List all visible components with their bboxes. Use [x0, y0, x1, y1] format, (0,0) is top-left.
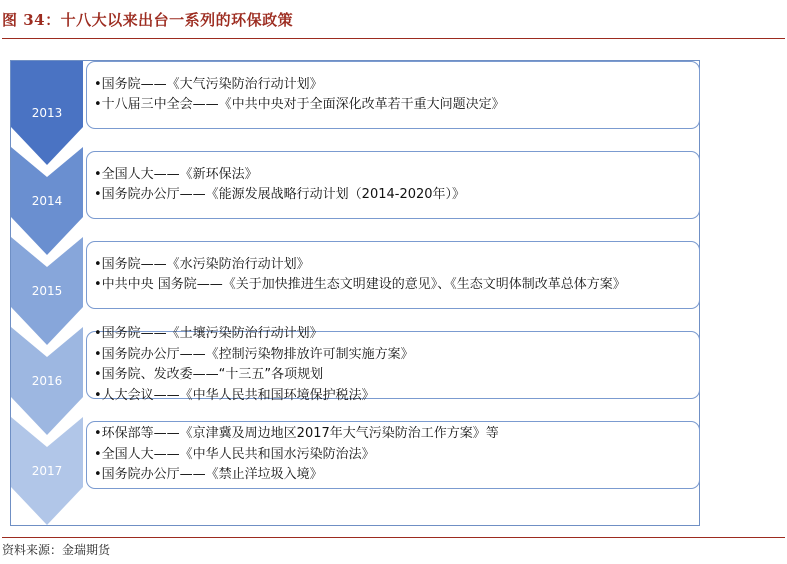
year-label: 2017: [31, 464, 63, 478]
year-label: 2016: [31, 374, 63, 388]
policy-item: •环保部等——《京津冀及周边地区2017年大气污染防治工作方案》等: [94, 426, 499, 442]
policy-item: •国务院办公厅——《禁止洋垃圾入境》: [94, 467, 323, 483]
year-label: 2015: [31, 284, 63, 298]
policy-item: •国务院办公厅——《控制污染物排放许可制实施方案》: [94, 346, 414, 362]
year-label: 2014: [31, 194, 63, 208]
figure-source: 资料来源：金瑞期货: [2, 543, 111, 557]
policy-item: •国务院办公厅——《能源发展战略行动计划（2014-2020年）》: [94, 187, 466, 202]
policy-item: •国务院——《土壤污染防治行动计划》: [94, 326, 323, 341]
policy-item: •国务院、发改委——“十三五”各项规划: [94, 367, 324, 382]
policy-item: •国务院——《水污染防治行动计划》: [94, 256, 310, 272]
policy-item: •国务院——《大气污染防治行动计划》: [94, 76, 323, 92]
policy-list: [94, 75, 505, 116]
policy-list: [94, 324, 414, 406]
policy-list: [94, 424, 499, 486]
policy-item: •人大会议——《中华人民共和国环境保护税法》: [94, 387, 375, 403]
policy-list: [94, 255, 626, 296]
policy-list: [94, 165, 465, 206]
figure-title: 图 34：十八大以来出台一系列的环保政策: [2, 11, 294, 29]
policy-item: •全国人大——《新环保法》: [94, 166, 258, 182]
policy-item: •全国人大——《中华人民共和国水污染防治法》: [94, 446, 375, 462]
year-label: 2013: [31, 106, 63, 120]
policy-item: •中共中央 国务院——《关于加快推进生态文明建设的意见》、《生态文明体制改革总体方案》: [94, 277, 626, 292]
footer-divider: [2, 537, 785, 538]
policy-item: •十八届三中全会——《中共中央对于全面深化改革若干重大问题决定》: [94, 97, 505, 112]
